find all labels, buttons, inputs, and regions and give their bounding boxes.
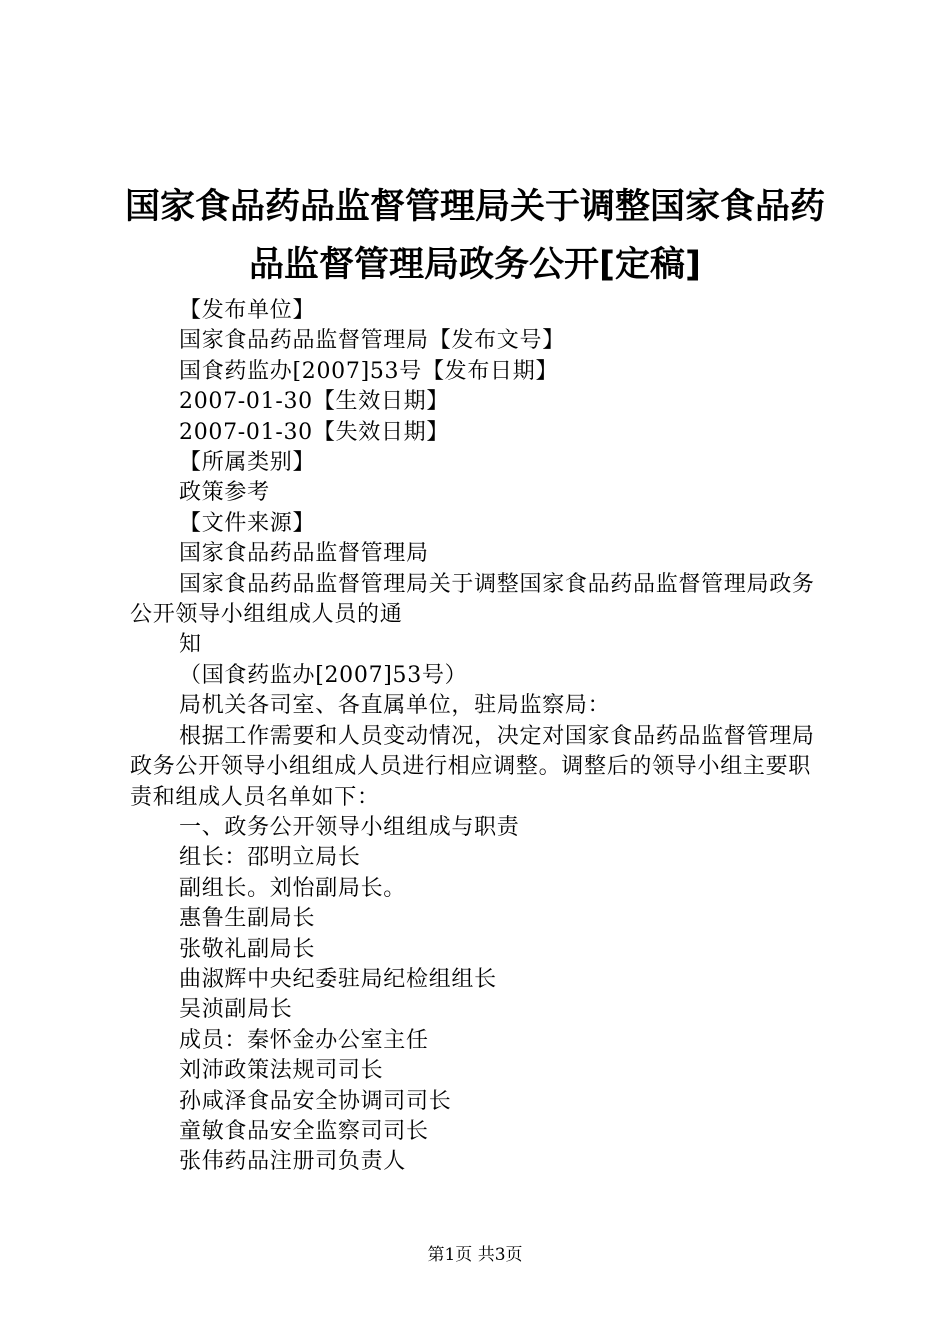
body-line: 局机关各司室、各直属单位，驻局监察局： <box>179 693 611 719</box>
body-line: 2007-01-30【生效日期】 <box>179 389 450 415</box>
body-line: 知 <box>179 632 202 658</box>
body-line: 政策参考 <box>179 480 270 506</box>
page-number: 第1页 共3页 <box>427 1245 523 1265</box>
member-line: 吴浈副局长 <box>179 997 293 1023</box>
body-line: 2007-01-30【失效日期】 <box>179 419 450 445</box>
member-line: 刘沛政策法规司司长 <box>179 1058 384 1084</box>
member-line: 童敏食品安全监察司司长 <box>179 1118 429 1144</box>
body-line: 国家食品药品监督管理局【发布文号】 <box>179 328 565 354</box>
body-line: 【发布单位】 <box>179 298 316 323</box>
body-paragraph: 国家食品药品监督管理局关于调整国家食品药品监督管理局政务公开领导小组组成人员的通 <box>130 571 815 628</box>
body-line: 国食药监办[2007]53号【发布日期】 <box>179 358 559 384</box>
member-line: 成员：秦怀金办公室主任 <box>179 1027 429 1053</box>
body-line: 国家食品药品监督管理局 <box>179 541 429 567</box>
member-line: 张伟药品注册司负责人 <box>179 1149 407 1175</box>
member-line: 组长：邵明立局长 <box>179 845 361 871</box>
member-line: 副组长。刘怡副局长。 <box>179 875 407 901</box>
member-line: 孙咸泽食品安全协调司司长 <box>179 1088 452 1114</box>
body-line: 【文件来源】 <box>179 510 316 536</box>
document-body <box>130 296 830 1178</box>
document-title: 国家食品药品监督管理局关于调整国家食品药品监督管理局政务公开[定稿] <box>124 187 825 285</box>
body-line: 【所属类别】 <box>179 450 316 476</box>
body-line: （国食药监办[2007]53号） <box>179 662 468 688</box>
body-paragraph: 根据工作需要和人员变动情况，决定对国家食品药品监督管理局政务公开领导小组组成人员进行相应调整。调整后的领导小组主要职责和组成人员名单如下： <box>130 723 815 810</box>
member-line: 惠鲁生副局长 <box>179 906 316 932</box>
section-heading: 一、政务公开领导小组组成与职责 <box>179 814 520 840</box>
member-line: 曲淑辉中央纪委驻局纪检组组长 <box>179 966 497 992</box>
member-line: 张敬礼副局长 <box>179 936 316 962</box>
